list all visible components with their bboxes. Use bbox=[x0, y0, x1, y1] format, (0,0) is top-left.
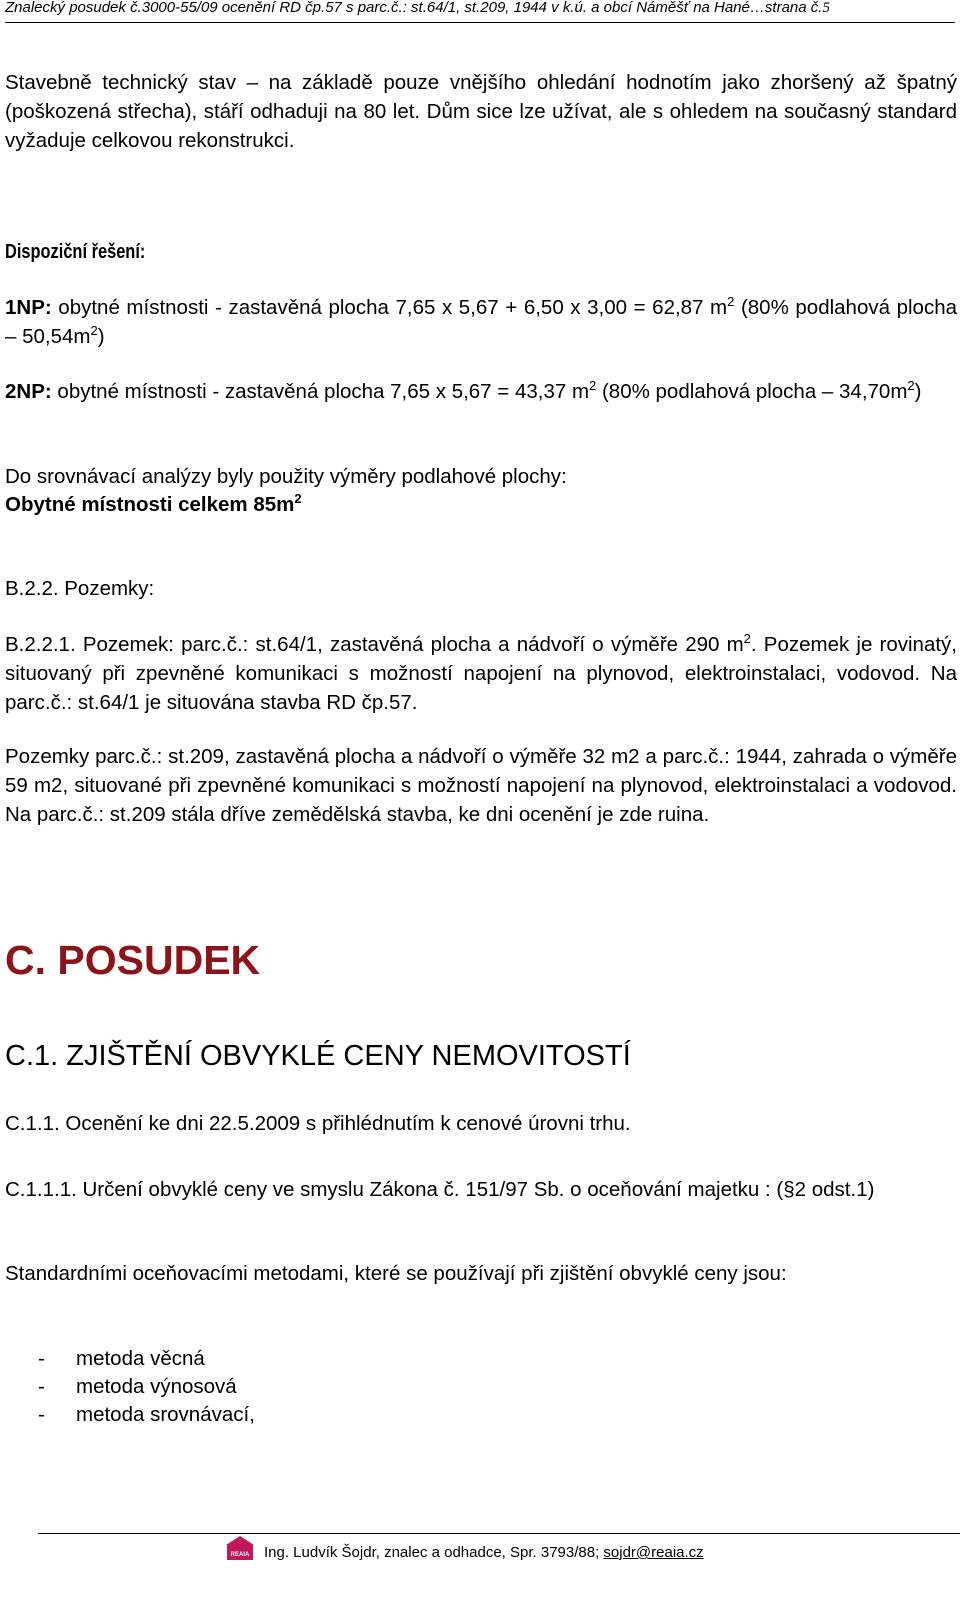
list-item bbox=[38, 1372, 237, 1401]
method-label: metoda věcná bbox=[76, 1347, 205, 1370]
np1-sup2: 2 bbox=[90, 323, 98, 338]
pozemek-paragraph-2: Pozemky parc.č.: st.209, zastavěná plocha a nádvoří o výměře 32 m2 a parc.č.: 1944, zahrada o výměře 59 m2, situované při zpevněné komunikaci s možností napojení na plynovod, elektroinstalaci a vodovod. Na parc.č.: st.209 stála dříve zemědělská stavba, ke dni ocenění je zde ruina. bbox=[5, 745, 957, 826]
list-dash: - bbox=[38, 1347, 45, 1370]
list-dash: - bbox=[38, 1375, 45, 1398]
header-text: Znalecký posudek č.3000-55/09 ocenění RD čp.57 s parc.č.: st.64/1, st.209, 1944 v k.ú. a obcí Náměšť na Hané…strana č. bbox=[5, 0, 823, 16]
np1-end: ) bbox=[97, 325, 105, 348]
list-item bbox=[38, 1400, 255, 1429]
total-area-text: Obytné místnosti celkem 85m bbox=[5, 493, 295, 516]
page-footer bbox=[226, 1536, 704, 1564]
reaia-logo bbox=[226, 1536, 254, 1570]
pozemek-paragraph-1 bbox=[5, 630, 957, 717]
c1111-paragraph: C.1.1.1. Určení obvyklé ceny ve smyslu Zákona č. 151/97 Sb. o oceňování majetku : (§2 odst.1) bbox=[5, 1178, 875, 1201]
pozemek-1-sup: 2 bbox=[743, 631, 751, 646]
method-label: metoda výnosová bbox=[76, 1375, 237, 1398]
np2-after: (80% podlahová plocha – 34,70m bbox=[596, 380, 908, 403]
pozemky-heading: B.2.2. Pozemky: bbox=[5, 577, 155, 600]
logo-text: REAIA bbox=[230, 1552, 250, 1558]
method-label: metoda srovnávací, bbox=[76, 1403, 255, 1426]
reaia-logo-icon bbox=[226, 1536, 254, 1560]
page-header bbox=[5, 0, 955, 23]
list-dash: - bbox=[38, 1403, 45, 1426]
np2-text: obytné místnosti - zastavěná plocha 7,65 x 5,67 = 43,37 m bbox=[51, 380, 590, 403]
np2-paragraph bbox=[5, 377, 957, 406]
np1-paragraph bbox=[5, 293, 957, 351]
c111-line: C.1.1. Ocenění ke dni 22.5.2009 s přihlédnutím k cenové úrovni trhu. bbox=[5, 1112, 631, 1135]
np2-end: ) bbox=[914, 380, 922, 403]
np1-after: (80% podlahová plocha – 50,54m bbox=[5, 296, 958, 348]
list-item bbox=[38, 1344, 205, 1373]
np2-sup2: 2 bbox=[907, 378, 915, 393]
footer-email-link[interactable]: sojdr@reaia.cz bbox=[603, 1543, 704, 1561]
posudek-heading: C. POSUDEK bbox=[5, 937, 261, 983]
methods-intro: Standardními oceňovacími metodami, které se používají při zjištění obvyklé ceny jsou: bbox=[5, 1262, 787, 1285]
total-area-sup: 2 bbox=[294, 491, 302, 506]
np1-text: obytné místnosti - zastavěná plocha 7,65 x 5,67 + 6,50 x 3,00 = 62,87 m bbox=[51, 296, 728, 319]
np2-sup: 2 bbox=[589, 378, 597, 393]
analysis-line: Do srovnávací analýzy byly použity výměry podlahové plochy: bbox=[5, 465, 567, 488]
posudek-subheading: C.1. ZJIŠTĚNÍ OBVYKLÉ CENY NEMOVITOSTÍ bbox=[5, 1040, 631, 1072]
np1-label: 1NP: bbox=[5, 296, 52, 319]
total-area bbox=[5, 490, 957, 519]
footer-divider bbox=[38, 1533, 960, 1534]
footer-text: Ing. Ludvík Šojdr, znalec a odhadce, Spr. 3793/88; bbox=[264, 1543, 604, 1561]
pozemek-1-rest: . Pozemek je rovinatý, situovaný při zpevněné komunikaci s možností napojení na plynovod, elektroinstalaci, vodovod. Na parc.č.: st.64/1 je situována stavba RD čp.57. bbox=[5, 633, 957, 714]
section-heading-dispozice: Dispoziční řešení: bbox=[5, 241, 146, 263]
page-number: 5 bbox=[822, 0, 830, 16]
np2-label: 2NP: bbox=[5, 380, 52, 403]
pozemek-1-start: B.2.2.1. Pozemek: parc.č.: st.64/1, zastavěná plocha a nádvoří o výměře 290 m bbox=[5, 633, 744, 656]
np1-sup: 2 bbox=[727, 294, 735, 309]
intro-paragraph: Stavebně technický stav – na základě pouze vnějšího ohledání hodnotím jako zhoršený až špatný (poškozená střecha), stáří odhaduji na 80 let. Dům sice lze užívat, ale s ohledem na současný standard vyžaduje celkovou rekonstrukci. bbox=[5, 71, 957, 152]
